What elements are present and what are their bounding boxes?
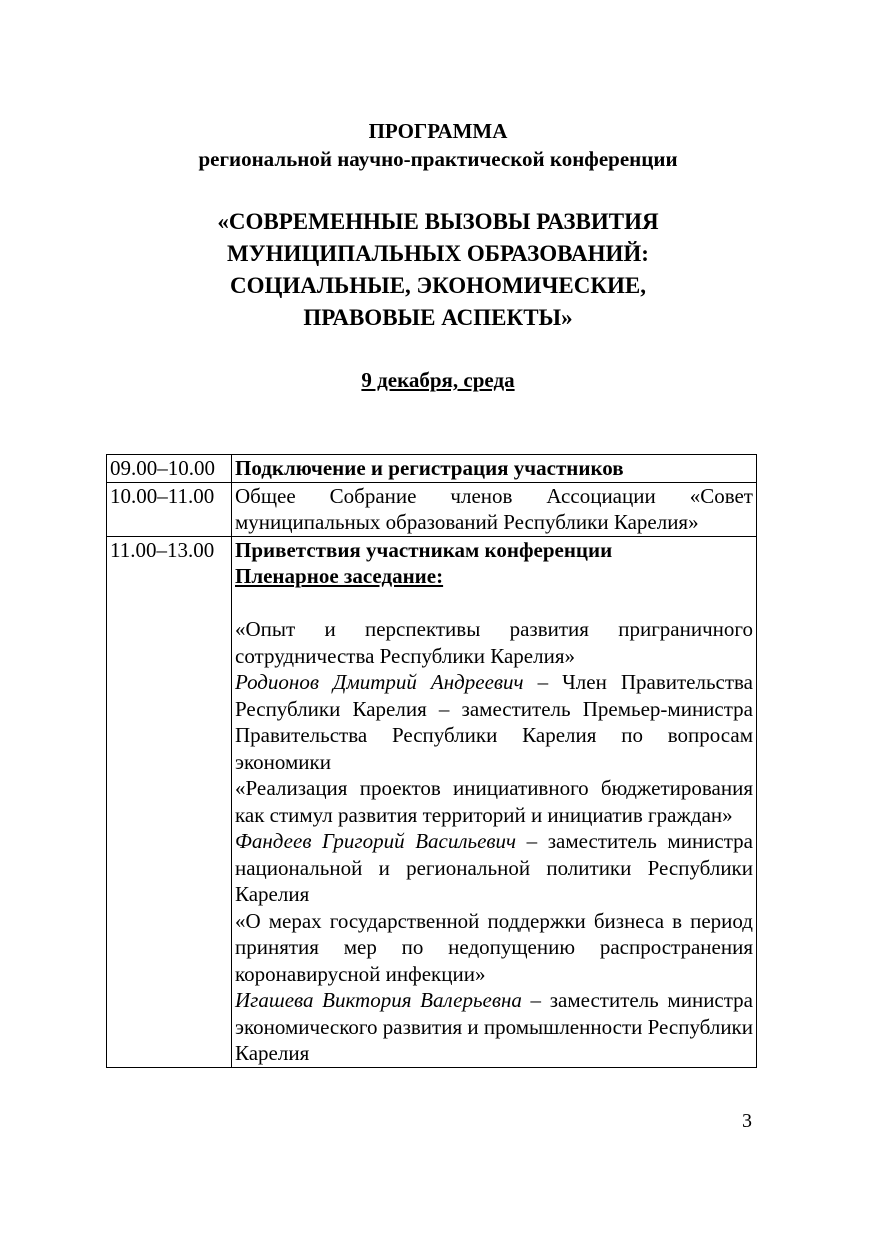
speaker-role: – Член Правительства Республики Карелия – заместитель Премьер-министра Правительства Республики Карелия по вопросам экономики	[235, 670, 753, 774]
event-date: 9 декабря, среда	[361, 368, 515, 392]
program-label: ПРОГРАММА	[368, 119, 508, 143]
speaker-role: – заместитель министра экономического развития и промышленности Республики Карелия	[235, 988, 754, 1065]
page-number: 3	[742, 1110, 752, 1132]
conference-title-line: СОЦИАЛЬНЫЕ, ЭКОНОМИЧЕСКИЕ,	[229, 273, 646, 298]
speaker-name: Игашева Виктория Валерьевна	[235, 988, 522, 1012]
schedule-table	[106, 454, 757, 1068]
plenary-cell	[232, 536, 757, 1067]
conference-title	[0, 206, 876, 334]
speaker-name: Фандеев Григорий Васильевич	[235, 829, 517, 853]
program-subtitle: региональной научно-практической конференции	[198, 147, 678, 171]
spacer	[235, 590, 753, 617]
table-row	[107, 536, 757, 1067]
talk-speaker-info	[235, 669, 753, 775]
talk-speaker-info	[235, 987, 753, 1067]
session-subtitle: Пленарное заседание:	[235, 564, 444, 588]
time-cell: 09.00–10.00	[107, 455, 232, 483]
talk-topic: «О мерах государственной поддержки бизнеса в период принятия мер по недопущению распространения коронавирусной инфекции»	[235, 908, 753, 986]
session-title: Подключение и регистрация участников	[232, 455, 757, 483]
conference-title-line: ПРАВОВЫЕ АСПЕКТЫ»	[303, 305, 573, 330]
conference-title-line: «СОВРЕМЕННЫЕ ВЫЗОВЫ РАЗВИТИЯ	[217, 209, 659, 234]
time-cell: 10.00–11.00	[107, 482, 232, 536]
session-title: Приветствия участникам конференции	[235, 537, 613, 562]
conference-title-line: МУНИЦИПАЛЬНЫХ ОБРАЗОВАНИЙ:	[227, 241, 649, 266]
speaker-name: Родионов Дмитрий Андреевич	[235, 670, 524, 694]
talk-speaker-info	[235, 828, 753, 908]
speaker-role: – заместитель министра национальной и региональной политики Республики Карелия	[235, 829, 753, 906]
talk-topic: «Реализация проектов инициативного бюджетирования как стимул развития территорий и инициатив граждан»	[235, 776, 753, 827]
table-row	[107, 482, 757, 536]
session-description: Общее Собрание членов Ассоциации «Совет муниципальных образований Республики Карелия»	[232, 482, 757, 536]
program-heading	[0, 117, 876, 173]
talk-topic: «Опыт и перспективы развития приграничного сотрудничества Республики Карелия»	[235, 617, 753, 668]
time-cell: 11.00–13.00	[107, 536, 232, 1067]
table-row	[107, 455, 757, 483]
